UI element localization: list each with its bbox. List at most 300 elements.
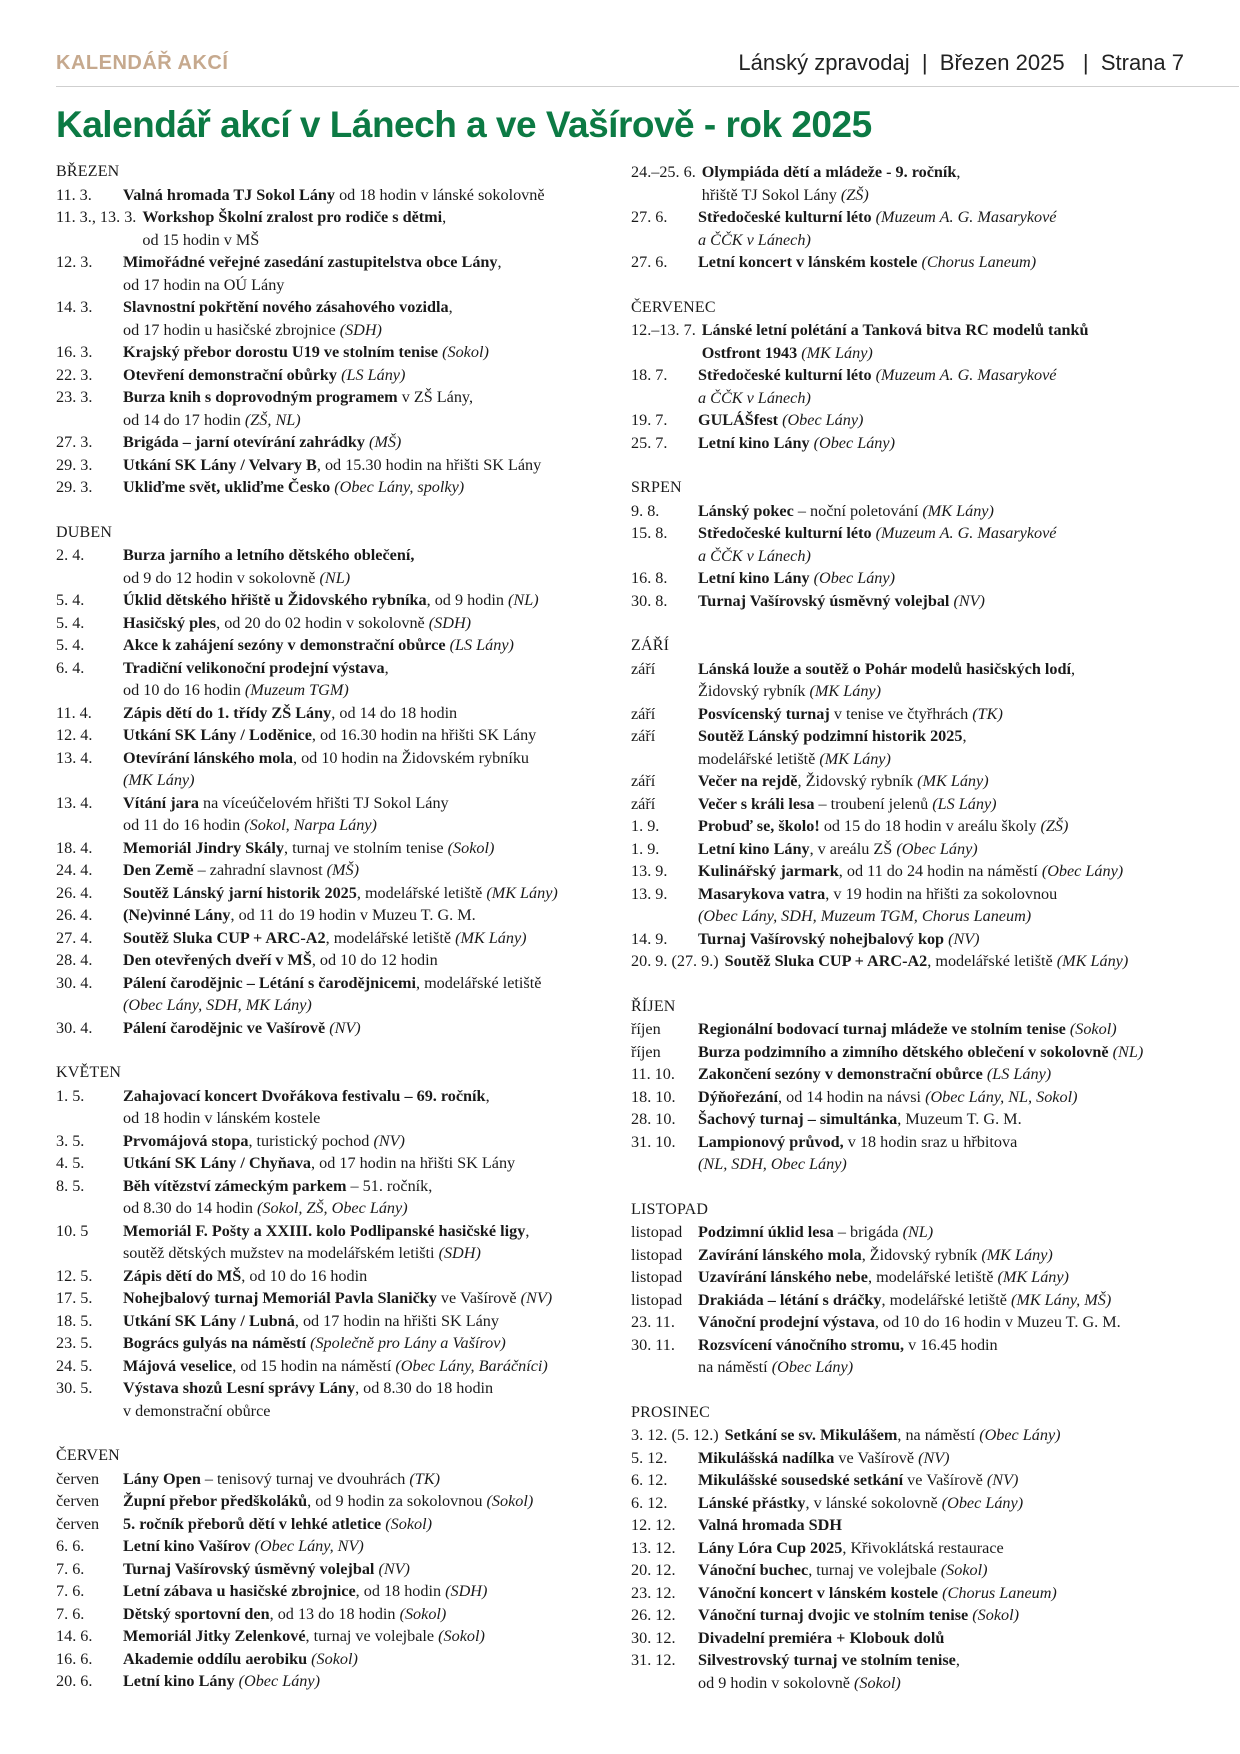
event-name: Lánské letní polétání a Tanková bitva RC modelů tanků bbox=[701, 321, 1089, 339]
event-line bbox=[698, 1356, 1221, 1379]
event-line bbox=[123, 679, 616, 702]
event-date: 20. 9. (27. 9.) bbox=[631, 952, 719, 970]
event-line bbox=[698, 1221, 1221, 1244]
event-organizer: (MK Lány) bbox=[123, 771, 195, 789]
event-organizer: (Obec Lány, Baráčníci) bbox=[395, 1356, 548, 1375]
event-organizer: (SDH) bbox=[438, 1244, 481, 1262]
event-name: Soutěž Lánský podzimní historik 2025 bbox=[698, 727, 963, 745]
event-detail: , bbox=[384, 658, 389, 677]
event-name: Krajský přebor dorostu U19 ve stolním tenise bbox=[123, 343, 439, 361]
event-line bbox=[698, 703, 1221, 726]
event-date: 25. 7. bbox=[631, 433, 668, 452]
event-line bbox=[123, 972, 616, 995]
event-organizer: (Obec Lány, SDH, MK Lány) bbox=[123, 996, 312, 1014]
event-row bbox=[631, 1649, 1221, 1694]
event-date: 5. 4. bbox=[56, 636, 85, 654]
event-line bbox=[123, 859, 616, 882]
event-organizer: (MK Lány) bbox=[917, 772, 989, 790]
event-organizer: (ZŠ, NL) bbox=[244, 410, 301, 429]
event-date: 16. 3. bbox=[56, 343, 93, 361]
event-row bbox=[56, 1535, 616, 1558]
event-name: Úklid dětského hřiště u Židovského rybníka bbox=[123, 591, 427, 609]
event-text bbox=[123, 589, 616, 612]
event-organizer: (Sokol) bbox=[940, 1561, 988, 1579]
event-organizer: (Obec Lány, spolky) bbox=[334, 478, 465, 496]
event-line bbox=[123, 1490, 616, 1513]
event-date: 5. 4. bbox=[56, 591, 85, 609]
event-organizer: (Muzeum TGM) bbox=[244, 681, 349, 699]
event-detail: modelářské letiště bbox=[698, 749, 820, 768]
event-name: Vítání jara bbox=[123, 793, 199, 812]
event-row bbox=[56, 1220, 616, 1265]
event-organizer: (TK) bbox=[972, 704, 1003, 723]
event-organizer: (ZŠ) bbox=[840, 185, 869, 204]
event-line bbox=[123, 296, 616, 319]
event-line bbox=[698, 1582, 1221, 1605]
event-row bbox=[631, 1041, 1221, 1064]
event-text bbox=[123, 724, 616, 747]
event-line bbox=[123, 702, 616, 725]
event-detail: , od 11 do 24 hodin na náměstí bbox=[838, 862, 1042, 880]
event-organizer: (Muzeum A. G. Masarykové bbox=[875, 366, 1057, 384]
event-detail: , modelářské letiště bbox=[325, 928, 456, 947]
event-name: Pálení čarodějnic – Létání s čarodějnicemi bbox=[123, 973, 416, 992]
month-title: KVĚTEN bbox=[56, 1064, 122, 1081]
event-line bbox=[123, 274, 616, 297]
event-detail: , bbox=[497, 253, 502, 271]
event-date: 19. 7. bbox=[631, 411, 668, 429]
event-text bbox=[123, 1558, 616, 1581]
event-name: Lány Open bbox=[123, 1469, 201, 1488]
event-line bbox=[123, 476, 616, 499]
event-row bbox=[631, 1311, 1221, 1334]
event-text bbox=[123, 1490, 616, 1513]
event-row bbox=[56, 792, 616, 837]
event-line bbox=[698, 1041, 1221, 1064]
event-date: 12. 12. bbox=[631, 1516, 676, 1534]
event-row bbox=[56, 1670, 616, 1693]
event-name: Vánoční koncert v lánském kostele bbox=[698, 1583, 939, 1602]
event-detail: od 14 do 17 hodin bbox=[123, 410, 245, 429]
event-row bbox=[56, 476, 616, 499]
event-text bbox=[698, 1266, 1221, 1289]
event-date: 31. 12. bbox=[631, 1651, 676, 1669]
event-name: Otevření demonstrační obůrky bbox=[123, 365, 338, 384]
event-detail: , od 14 hodin na návsi bbox=[778, 1087, 926, 1106]
event-line bbox=[123, 364, 616, 387]
event-text bbox=[698, 793, 1221, 816]
event-organizer: (Sokol) bbox=[972, 1606, 1020, 1624]
event-line bbox=[123, 904, 616, 927]
event-date: 6. 6. bbox=[56, 1537, 85, 1555]
event-row bbox=[56, 364, 616, 387]
event-row bbox=[631, 1063, 1221, 1086]
event-row bbox=[631, 928, 1221, 951]
event-row bbox=[56, 1310, 616, 1333]
event-date: 30. 4. bbox=[56, 1018, 93, 1037]
event-date: 20. 6. bbox=[56, 1672, 93, 1690]
event-name: Letní kino Lány bbox=[698, 569, 810, 587]
event-detail: , Křivoklátská restaurace bbox=[842, 1538, 1004, 1557]
event-organizer: (Obec Lány, SDH, Muzeum TGM, Chorus Laneum) bbox=[698, 907, 1032, 925]
event-row bbox=[56, 927, 616, 950]
event-line bbox=[698, 206, 1221, 229]
event-detail: , od 9 hodin bbox=[426, 591, 508, 609]
event-date: 26. 12. bbox=[631, 1606, 676, 1624]
event-name: Běh vítězství zámeckým parkem bbox=[123, 1176, 347, 1195]
event-organizer: (NL) bbox=[508, 591, 539, 609]
event-organizer: (Obec Lány) bbox=[813, 569, 895, 587]
event-row bbox=[56, 1017, 616, 1040]
event-date: 23. 3. bbox=[56, 388, 93, 406]
event-line bbox=[698, 883, 1221, 906]
event-text bbox=[698, 1221, 1221, 1244]
event-line bbox=[698, 432, 1221, 455]
event-organizer: (MK Lány) bbox=[981, 1245, 1053, 1264]
event-detail: , od 10 do 16 hodin v Muzeu T. G. M. bbox=[874, 1313, 1121, 1331]
event-detail: , modelářské letiště bbox=[356, 883, 487, 902]
event-row bbox=[56, 634, 616, 657]
event-row bbox=[631, 522, 1221, 567]
event-text bbox=[698, 1649, 1221, 1694]
event-text bbox=[698, 1582, 1221, 1605]
event-line bbox=[698, 748, 1221, 771]
event-text bbox=[123, 837, 616, 860]
event-text bbox=[698, 1559, 1221, 1582]
event-date: 18. 4. bbox=[56, 838, 93, 857]
event-name: Zavírání lánského mola bbox=[698, 1245, 862, 1264]
event-organizer: (MK Lány) bbox=[809, 682, 881, 700]
event-date: 16. 8. bbox=[631, 569, 668, 587]
event-line bbox=[142, 229, 616, 252]
event-text bbox=[123, 454, 616, 477]
event-text bbox=[725, 1424, 1221, 1447]
event-detail: od 8.30 do 14 hodin bbox=[123, 1199, 257, 1217]
event-detail: , na náměstí bbox=[897, 1426, 980, 1444]
event-organizer: a ČČK v Lánech) bbox=[698, 546, 811, 565]
event-detail: , od 15 hodin na náměstí bbox=[232, 1356, 396, 1375]
event-text bbox=[123, 1625, 616, 1648]
event-row bbox=[56, 1130, 616, 1153]
event-text bbox=[123, 184, 616, 207]
event-line bbox=[123, 1670, 616, 1693]
event-detail: , turistický pochod bbox=[248, 1131, 374, 1150]
event-text bbox=[698, 1244, 1221, 1267]
event-text bbox=[123, 1152, 616, 1175]
event-line bbox=[123, 882, 616, 905]
event-date: 6. 12. bbox=[631, 1471, 668, 1489]
event-detail: – 51. ročník, bbox=[346, 1176, 433, 1195]
event-row bbox=[56, 1265, 616, 1288]
event-row bbox=[56, 1287, 616, 1310]
event-row bbox=[56, 747, 616, 792]
header-divider bbox=[56, 86, 1239, 87]
event-row bbox=[56, 1603, 616, 1626]
event-detail: , od 8.30 do 18 hodin bbox=[355, 1379, 494, 1397]
event-name: Letní kino Lány bbox=[698, 433, 810, 452]
event-organizer: (NV) bbox=[373, 1131, 405, 1150]
event-row bbox=[631, 770, 1221, 793]
event-detail: , v lánské sokolovně bbox=[805, 1493, 942, 1512]
month-title: DUBEN bbox=[56, 523, 113, 541]
event-line bbox=[123, 612, 616, 635]
event-organizer: (Sokol) bbox=[399, 1604, 447, 1623]
event-date: 14. 9. bbox=[631, 929, 668, 948]
event-row bbox=[631, 1537, 1221, 1560]
month-section bbox=[631, 477, 1221, 612]
event-row bbox=[631, 590, 1221, 613]
event-row bbox=[56, 1355, 616, 1378]
event-date: 11. 3. bbox=[56, 185, 92, 204]
event-line bbox=[725, 1424, 1221, 1447]
event-row bbox=[56, 1625, 616, 1648]
event-line bbox=[698, 387, 1221, 410]
event-detail: , od 17 hodin na hřišti SK Lány bbox=[311, 1154, 516, 1172]
event-name: Regionální bodovací turnaj mládeže ve stolním tenise bbox=[698, 1020, 1066, 1038]
event-name: Pálení čarodějnic ve Vašírově bbox=[123, 1018, 326, 1037]
event-text bbox=[698, 883, 1221, 928]
event-text bbox=[698, 1334, 1221, 1379]
event-detail: , Židovský rybník bbox=[797, 772, 918, 790]
event-line bbox=[123, 1355, 616, 1378]
event-text bbox=[123, 1670, 616, 1693]
event-organizer: (Obec Lány) bbox=[896, 839, 978, 858]
event-date: červen bbox=[56, 1514, 100, 1533]
event-detail: , od 20 do 02 hodin v sokolovně bbox=[216, 613, 429, 632]
event-row bbox=[56, 972, 616, 1017]
event-organizer: (LS Lány) bbox=[449, 636, 514, 654]
event-line bbox=[698, 1018, 1221, 1041]
event-organizer: (Obec Lány) bbox=[813, 433, 895, 452]
event-text bbox=[698, 1063, 1221, 1086]
event-organizer: (Obec Lány, NL, Sokol) bbox=[925, 1087, 1078, 1106]
event-row bbox=[631, 950, 1221, 973]
event-detail: , od 18 hodin bbox=[355, 1582, 446, 1600]
event-date: říjen bbox=[631, 1020, 661, 1038]
event-text bbox=[698, 1469, 1221, 1492]
event-row bbox=[631, 409, 1221, 432]
event-date: 24. 4. bbox=[56, 861, 93, 879]
event-date: 7. 6. bbox=[56, 1582, 85, 1600]
event-date: září bbox=[631, 794, 656, 813]
event-row bbox=[631, 1266, 1221, 1289]
event-text bbox=[698, 251, 1221, 274]
event-row bbox=[631, 1627, 1221, 1650]
event-text bbox=[123, 904, 616, 927]
event-detail: , od 9 hodin za sokolovnou bbox=[307, 1492, 487, 1510]
event-name: Bogrács gulyás na náměstí bbox=[123, 1334, 307, 1352]
event-date: 23. 12. bbox=[631, 1583, 676, 1602]
event-organizer: (NV) bbox=[953, 591, 985, 610]
event-organizer: (NV) bbox=[986, 1471, 1019, 1489]
event-line bbox=[698, 1514, 1221, 1537]
event-date: září bbox=[631, 659, 656, 678]
event-name: Letní zábava u hasičské zbrojnice bbox=[123, 1582, 356, 1600]
event-organizer: (Sokol) bbox=[442, 343, 489, 361]
event-row bbox=[56, 949, 616, 972]
event-name: (Ne)vinné Lány bbox=[123, 906, 231, 924]
event-text bbox=[123, 972, 616, 1017]
event-text bbox=[698, 703, 1221, 726]
event-date: září bbox=[631, 727, 656, 745]
event-date: listopad bbox=[631, 1290, 683, 1309]
event-line bbox=[123, 251, 616, 274]
event-row bbox=[56, 657, 616, 702]
event-line bbox=[698, 1311, 1221, 1334]
event-text bbox=[123, 792, 616, 837]
event-line bbox=[698, 1334, 1221, 1357]
event-name: 5. ročník přeborů dětí v lehké atletice bbox=[123, 1514, 382, 1533]
event-date: 27. 3. bbox=[56, 433, 93, 451]
event-line bbox=[123, 1130, 616, 1153]
event-text bbox=[123, 1535, 616, 1558]
event-row bbox=[631, 815, 1221, 838]
event-detail: , bbox=[448, 298, 453, 316]
event-organizer: (Sokol) bbox=[486, 1492, 534, 1510]
event-text bbox=[698, 838, 1221, 861]
event-line bbox=[698, 928, 1221, 951]
event-detail: na víceúčelovém hřišti TJ Sokol Lány bbox=[198, 793, 449, 812]
event-detail: od 18 hodin v lánském kostele bbox=[123, 1109, 321, 1127]
event-name: Utkání SK Lány / Loděnice bbox=[123, 726, 312, 744]
event-name: Burza jarního a letního dětského oblečení, bbox=[123, 546, 415, 564]
event-name: Burza knih s doprovodným programem bbox=[123, 388, 398, 406]
event-line bbox=[123, 1580, 616, 1603]
event-date: 24.–25. 6. bbox=[631, 163, 696, 181]
event-line bbox=[123, 994, 616, 1017]
event-name: Turnaj Vašírovský úsměvný volejbal bbox=[123, 1559, 375, 1578]
event-name: Setkání se sv. Mikulášem bbox=[724, 1426, 898, 1444]
event-text bbox=[123, 1603, 616, 1626]
event-line bbox=[698, 1649, 1221, 1672]
event-detail: – tenisový turnaj ve dvouhrách bbox=[200, 1469, 410, 1488]
event-line bbox=[123, 769, 616, 792]
event-line bbox=[123, 567, 616, 590]
event-organizer: (NV) bbox=[918, 1448, 950, 1467]
event-line bbox=[123, 949, 616, 972]
event-name: Vánoční turnaj dvojic ve stolním tenise bbox=[698, 1606, 969, 1624]
event-text bbox=[698, 725, 1221, 770]
event-detail: na náměstí bbox=[698, 1358, 772, 1376]
event-organizer: (Sokol) bbox=[311, 1649, 358, 1668]
event-row bbox=[56, 431, 616, 454]
event-row bbox=[631, 793, 1221, 816]
event-name: Kulinářský jarmark bbox=[698, 862, 839, 880]
event-line bbox=[698, 1131, 1221, 1154]
event-date: 12. 4. bbox=[56, 726, 93, 744]
event-organizer: (LS Lány) bbox=[341, 365, 406, 384]
event-date: 13. 9. bbox=[631, 862, 668, 880]
event-detail: , od 10 do 16 hodin bbox=[241, 1266, 368, 1285]
event-text bbox=[123, 1220, 616, 1265]
event-row bbox=[631, 725, 1221, 770]
event-text bbox=[123, 1287, 616, 1310]
event-text bbox=[698, 815, 1221, 838]
event-row bbox=[631, 1086, 1221, 1109]
event-line bbox=[123, 1220, 616, 1243]
event-date: 30. 11. bbox=[631, 1335, 675, 1354]
event-text bbox=[123, 1355, 616, 1378]
event-line bbox=[142, 206, 616, 229]
event-detail: , od 16.30 hodin na hřišti SK Lány bbox=[311, 726, 537, 744]
event-line bbox=[698, 1604, 1221, 1627]
event-name: Májová veselice bbox=[123, 1356, 233, 1375]
event-line bbox=[123, 1152, 616, 1175]
event-organizer: (Sokol) bbox=[438, 1627, 485, 1645]
event-name: Letní kino Lány bbox=[123, 1672, 235, 1690]
event-row bbox=[631, 1582, 1221, 1605]
event-detail: , modelářské letiště bbox=[868, 1268, 998, 1286]
event-text bbox=[698, 1108, 1221, 1131]
event-name: Memoriál Jitky Zelenkové bbox=[123, 1627, 306, 1645]
event-detail: , od 10 do 12 hodin bbox=[311, 951, 438, 969]
event-row bbox=[631, 567, 1221, 590]
event-text bbox=[698, 1627, 1221, 1650]
month-section bbox=[631, 996, 1221, 1176]
calendar-column-right bbox=[631, 161, 1221, 1694]
event-date: 28. 10. bbox=[631, 1110, 676, 1128]
event-name: Letní kino Vašírov bbox=[123, 1537, 251, 1555]
event-date: 26. 4. bbox=[56, 883, 93, 902]
event-text bbox=[698, 658, 1221, 703]
event-line bbox=[123, 184, 616, 207]
event-text bbox=[698, 1289, 1221, 1312]
event-text bbox=[698, 1492, 1221, 1515]
event-text bbox=[123, 544, 616, 589]
event-row bbox=[631, 432, 1221, 455]
event-row bbox=[631, 1469, 1221, 1492]
event-name: Memoriál F. Pošty a XXIII. kolo Podlipanské hasičské ligy bbox=[123, 1221, 526, 1240]
event-line bbox=[123, 1287, 616, 1310]
event-text bbox=[698, 770, 1221, 793]
event-text bbox=[123, 634, 616, 657]
event-organizer: (LS Lány) bbox=[932, 794, 997, 813]
event-organizer: (LS Lány) bbox=[986, 1065, 1052, 1083]
month-section bbox=[56, 522, 616, 1040]
event-date: listopad bbox=[631, 1268, 683, 1286]
event-organizer: (MK Lány) bbox=[922, 501, 994, 520]
month-section bbox=[631, 297, 1221, 455]
event-name: Středočeské kulturní léto bbox=[698, 366, 872, 384]
event-text bbox=[698, 1086, 1221, 1109]
event-name: Vánoční buchec bbox=[698, 1561, 809, 1579]
event-row bbox=[631, 860, 1221, 883]
event-line bbox=[123, 589, 616, 612]
event-name: Soutěž Lánský jarní historik 2025 bbox=[123, 883, 357, 902]
event-date: listopad bbox=[631, 1245, 683, 1264]
event-row bbox=[56, 184, 616, 207]
event-detail: – noční poletování bbox=[793, 501, 923, 520]
event-date: 30. 8. bbox=[631, 591, 668, 610]
event-row bbox=[631, 1289, 1221, 1312]
event-detail: , turnaj ve stolním tenise bbox=[283, 838, 448, 857]
event-name: Zápis dětí do 1. třídy ZŠ Lány bbox=[123, 703, 332, 722]
event-date: 30. 12. bbox=[631, 1628, 676, 1647]
event-row bbox=[631, 251, 1221, 274]
event-line bbox=[698, 590, 1221, 613]
event-row bbox=[631, 1108, 1221, 1131]
event-name: Akce k zahájení sezóny v demonstrační obůrce bbox=[123, 636, 446, 654]
event-date: 13. 9. bbox=[631, 884, 668, 903]
event-line bbox=[698, 229, 1221, 252]
event-line bbox=[698, 1108, 1221, 1131]
event-row bbox=[631, 1559, 1221, 1582]
event-date: 10. 5 bbox=[56, 1221, 89, 1240]
event-name: Večer na rejdě bbox=[698, 772, 798, 790]
event-date: 11. 10. bbox=[631, 1065, 675, 1083]
event-date: 8. 5. bbox=[56, 1176, 85, 1195]
event-organizer: (MŠ) bbox=[368, 433, 402, 451]
